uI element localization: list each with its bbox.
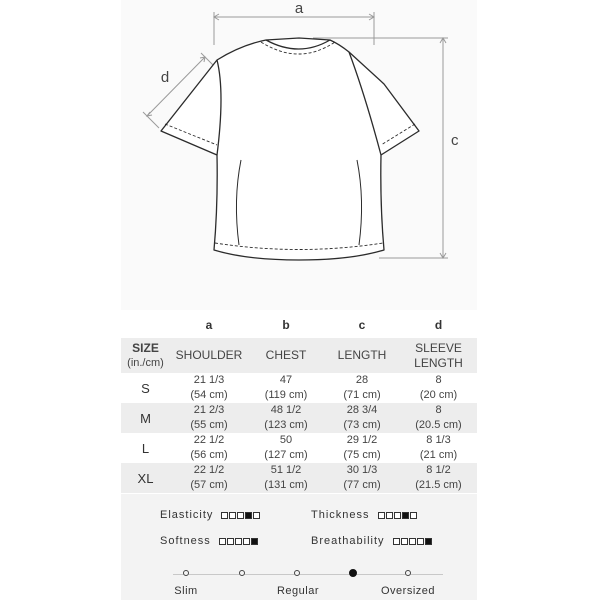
table-cell: 50 (127 cm)	[264, 434, 308, 461]
table-letter-b: b	[282, 317, 290, 332]
rating-box	[221, 512, 228, 519]
rating-box	[409, 538, 416, 545]
rating-box	[394, 512, 401, 519]
fit-dot-selected	[349, 569, 357, 577]
chest-column-header: CHEST	[265, 348, 307, 362]
table-cell: 22 1/2 (56 cm)	[190, 434, 228, 461]
softness-boxes	[219, 538, 258, 545]
size-column-header: SIZE (in./cm)	[127, 340, 164, 369]
table-row-xl	[121, 463, 477, 493]
elasticity-rating	[160, 509, 260, 521]
rating-box	[253, 512, 260, 519]
table-cell: 8 (20 cm)	[419, 374, 458, 401]
table-cell: 8 1/2 (21.5 cm)	[415, 464, 462, 491]
breathability-rating	[311, 535, 432, 547]
fit-scale-line	[173, 574, 443, 575]
table-letter-row	[121, 311, 477, 338]
rating-box	[410, 512, 417, 519]
fit-dot	[405, 570, 411, 576]
table-row-m	[121, 403, 477, 433]
dimension-c-label: c	[451, 132, 459, 149]
rating-box	[417, 538, 424, 545]
fit-dot	[239, 570, 245, 576]
dimension-d-label: d	[160, 69, 170, 86]
elasticity-label: Elasticity	[160, 509, 214, 521]
table-cell: 47 (119 cm)	[264, 374, 308, 401]
tshirt-diagram-panel	[121, 0, 477, 310]
rating-box	[251, 538, 258, 545]
rating-box	[425, 538, 432, 545]
table-cell: 28 (71 cm)	[343, 374, 381, 401]
table-cell: 8 (20.5 cm)	[415, 404, 462, 431]
rating-box	[245, 512, 252, 519]
thickness-label: Thickness	[311, 509, 370, 521]
breathability-label: Breathability	[311, 535, 385, 547]
fabric-feel-panel	[121, 494, 477, 600]
rating-box	[386, 512, 393, 519]
table-letter-a: a	[205, 317, 213, 332]
table-cell: 22 1/2 (57 cm)	[190, 464, 228, 491]
fit-dot	[183, 570, 189, 576]
rating-box	[378, 512, 385, 519]
table-cell: 30 1/3 (77 cm)	[343, 464, 381, 491]
fit-dot	[294, 570, 300, 576]
table-letter-d: d	[434, 317, 443, 332]
rating-box	[219, 538, 226, 545]
sleeve-length-column-header: SLEEVE LENGTH	[414, 340, 463, 370]
dimension-a-label: a	[294, 0, 304, 17]
table-row-l	[121, 433, 477, 463]
size-table	[121, 311, 477, 493]
fit-label-slim: Slim	[174, 585, 198, 597]
rating-box	[401, 538, 408, 545]
fit-label-regular: Regular	[276, 585, 320, 597]
table-cell: 28 3/4 (73 cm)	[343, 404, 381, 431]
elasticity-boxes	[221, 512, 260, 519]
table-cell: 48 1/2 (123 cm)	[264, 404, 308, 431]
size-label: M	[140, 410, 151, 426]
size-label: S	[141, 380, 150, 396]
thickness-boxes	[378, 512, 417, 519]
rating-box	[402, 512, 409, 519]
thickness-rating	[311, 509, 417, 521]
tshirt-outline	[161, 38, 419, 260]
size-label: L	[141, 440, 150, 456]
rating-box	[229, 512, 236, 519]
rating-box	[237, 512, 244, 519]
shoulder-column-header: SHOULDER	[175, 348, 243, 362]
fit-label-oversized: Oversized	[380, 585, 436, 597]
rating-box	[227, 538, 234, 545]
table-letter-empty	[121, 311, 170, 338]
length-column-header: LENGTH	[337, 348, 387, 362]
tshirt-diagram	[121, 0, 477, 310]
table-header-row	[121, 338, 477, 373]
table-cell: 21 2/3 (55 cm)	[190, 404, 228, 431]
table-letter-c: c	[358, 317, 366, 332]
rating-box	[243, 538, 250, 545]
softness-rating	[160, 535, 258, 547]
table-cell: 29 1/2 (75 cm)	[343, 434, 381, 461]
softness-label: Softness	[160, 535, 211, 547]
rating-box	[235, 538, 242, 545]
breathability-boxes	[393, 538, 432, 545]
table-cell: 8 1/3 (21 cm)	[419, 434, 458, 461]
table-cell: 21 1/3 (54 cm)	[190, 374, 228, 401]
size-label: XL	[137, 470, 154, 486]
table-cell: 51 1/2 (131 cm)	[264, 464, 308, 491]
fit-scale	[121, 566, 477, 600]
table-row-s	[121, 373, 477, 403]
rating-box	[393, 538, 400, 545]
